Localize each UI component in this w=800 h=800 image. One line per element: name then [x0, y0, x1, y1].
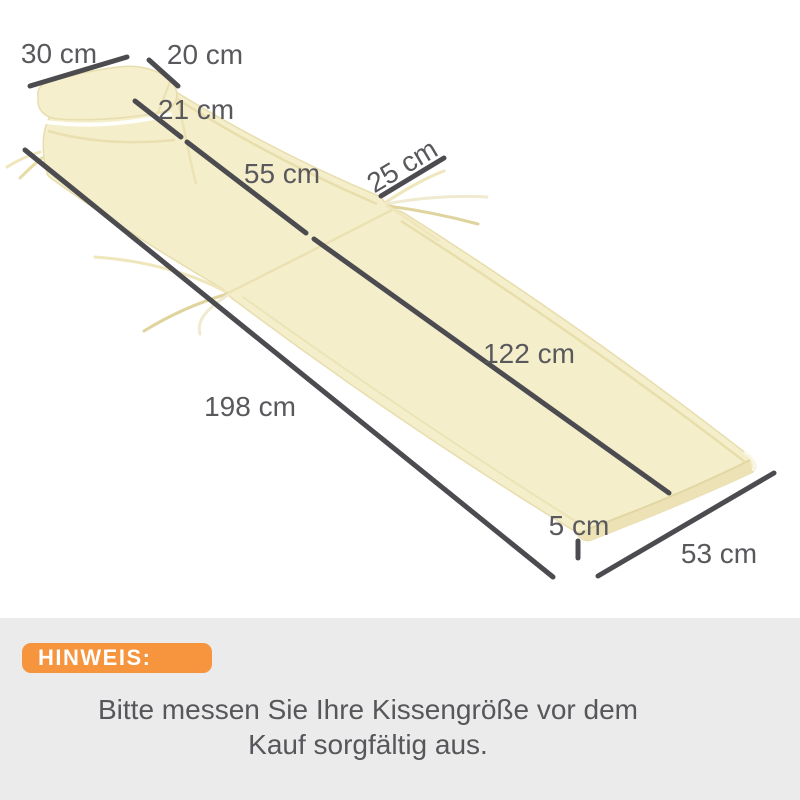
note-text-line1: Bitte messen Sie Ihre Kissengröße vor dem [97, 694, 638, 725]
dimension-label-55cm: 55 cm [243, 158, 321, 189]
dimension-label-20cm: 20 cm [166, 39, 244, 70]
dimension-label-53cm: 53 cm [680, 538, 758, 569]
dimension-label-122cm: 122 cm [483, 338, 575, 369]
dimension-label-21cm: 21 cm [157, 94, 235, 125]
note-section [0, 618, 800, 800]
dimension-label-198cm: 198 cm [204, 391, 296, 422]
dimension-label-30cm: 30 cm [20, 38, 98, 69]
note-text [0, 692, 736, 762]
dimension-label-5cm: 5 cm [548, 510, 610, 541]
hinweis-badge-label: HINWEIS: [38, 645, 152, 670]
dimension-label-25cm: 25 cm [361, 132, 443, 199]
tie-strings-head [7, 152, 42, 178]
cushion-illustration [7, 66, 756, 540]
head-pillow [38, 66, 177, 120]
hinweis-badge [22, 643, 212, 673]
note-text-line2: Kauf sorgfältig aus. [248, 729, 488, 760]
